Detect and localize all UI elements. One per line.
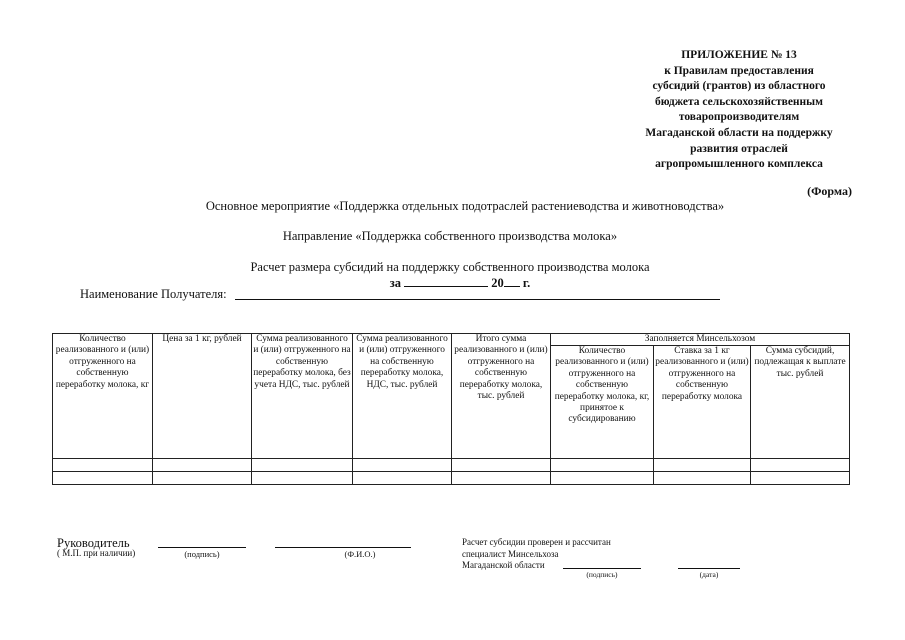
head-signature-caption: (подпись) [184, 549, 220, 559]
table-cell[interactable] [252, 459, 353, 472]
column-header: Сумма субсидий, подлежащая к выплате тыс. рублей [751, 346, 850, 459]
table-row [53, 459, 850, 472]
verification-line: специалист Минсельхоза [462, 548, 559, 559]
period-prefix: за [389, 276, 401, 290]
column-header: Сумма реализованного и (или) отгруженного на собственную переработку молока, без учета НДС, тыс. рублей [252, 334, 353, 459]
table-cell[interactable] [654, 472, 751, 485]
column-header: Ставка за 1 кг реализованного и (или) отгруженного на собственную переработку молока [654, 346, 751, 459]
appendix-line: ПРИЛОЖЕНИЕ № 13 [681, 49, 797, 61]
head-name-line[interactable] [275, 547, 411, 548]
table-cell[interactable] [153, 459, 252, 472]
appendix-line: Магаданской области на поддержку [645, 126, 833, 139]
specialist-signature-line[interactable] [563, 568, 641, 569]
date-line[interactable] [678, 568, 740, 569]
appendix-line: субсидий (грантов) из областного [652, 80, 826, 93]
verification-line: Магаданской области [462, 560, 545, 571]
head-name-caption: (Ф.И.О.) [344, 549, 376, 559]
table-cell[interactable] [654, 459, 751, 472]
date-caption: (дата) [699, 570, 719, 579]
period-year-prefix: 20 [491, 276, 504, 290]
appendix-line: бюджета сельскохозяйственным [655, 95, 823, 108]
appendix-line: к Правилам предоставления [664, 64, 814, 77]
period-suffix: г. [522, 276, 531, 290]
column-header: Цена за 1 кг, рублей [153, 334, 252, 459]
table-cell[interactable] [252, 472, 353, 485]
recipient-label: Наименование Получателя: [80, 287, 227, 301]
direction-title: Направление «Поддержка собственного производства молока» [282, 229, 618, 243]
table-cell[interactable] [53, 459, 153, 472]
column-header: Количество реализованного и (или) отгруженного на собственную переработку молока, кг [53, 334, 153, 459]
column-header: Количество реализованного и (или) отгруженного на собственную переработку молока, кг, принятое к субсидированию [551, 346, 654, 459]
appendix-line: агропромышленного комплекса [655, 158, 823, 171]
table-cell[interactable] [551, 459, 654, 472]
verification-line: Расчет субсидии проверен и рассчитан [462, 537, 611, 547]
column-header: Сумма реализованного и (или) отгруженного на собственную переработку молока, НДС, тыс. рублей [353, 334, 452, 459]
main-event-title: Основное мероприятие «Поддержка отдельных подотраслей растениеводства и животноводства» [205, 199, 725, 213]
period-blank-line [404, 275, 488, 287]
verification-block [462, 537, 611, 572]
head-signature-line[interactable] [158, 547, 246, 548]
head-label: Руководитель [57, 536, 130, 550]
table-cell[interactable] [153, 472, 252, 485]
table-cell[interactable] [551, 472, 654, 485]
appendix-line: развития отраслей [690, 142, 788, 155]
specialist-signature-caption: (подпись) [586, 570, 618, 579]
subsidy-calculation-table [52, 333, 850, 485]
appendix-line: товаропроизводителям [678, 111, 800, 124]
table-cell[interactable] [751, 472, 850, 485]
period-year-blank [504, 275, 520, 287]
table-header-row [53, 334, 850, 346]
table-cell[interactable] [53, 472, 153, 485]
form-label: (Форма) [807, 184, 852, 198]
ministry-group-header: Заполняется Минсельхозом [551, 334, 850, 346]
period-line [300, 275, 620, 291]
column-header: Итого сумма реализованного и (или) отгруженного на собственную переработку молока, тыс. рублей [452, 334, 551, 459]
table-row [53, 472, 850, 485]
table-cell[interactable] [353, 472, 452, 485]
table-cell[interactable] [751, 459, 850, 472]
calculation-title: Расчет размера субсидий на поддержку собственного производства молока [250, 260, 650, 274]
table-cell[interactable] [353, 459, 452, 472]
table-cell[interactable] [452, 472, 551, 485]
table-cell[interactable] [452, 459, 551, 472]
recipient-line [235, 299, 720, 300]
appendix-header [600, 48, 878, 173]
stamp-label: ( М.П. при наличии) [57, 548, 136, 558]
